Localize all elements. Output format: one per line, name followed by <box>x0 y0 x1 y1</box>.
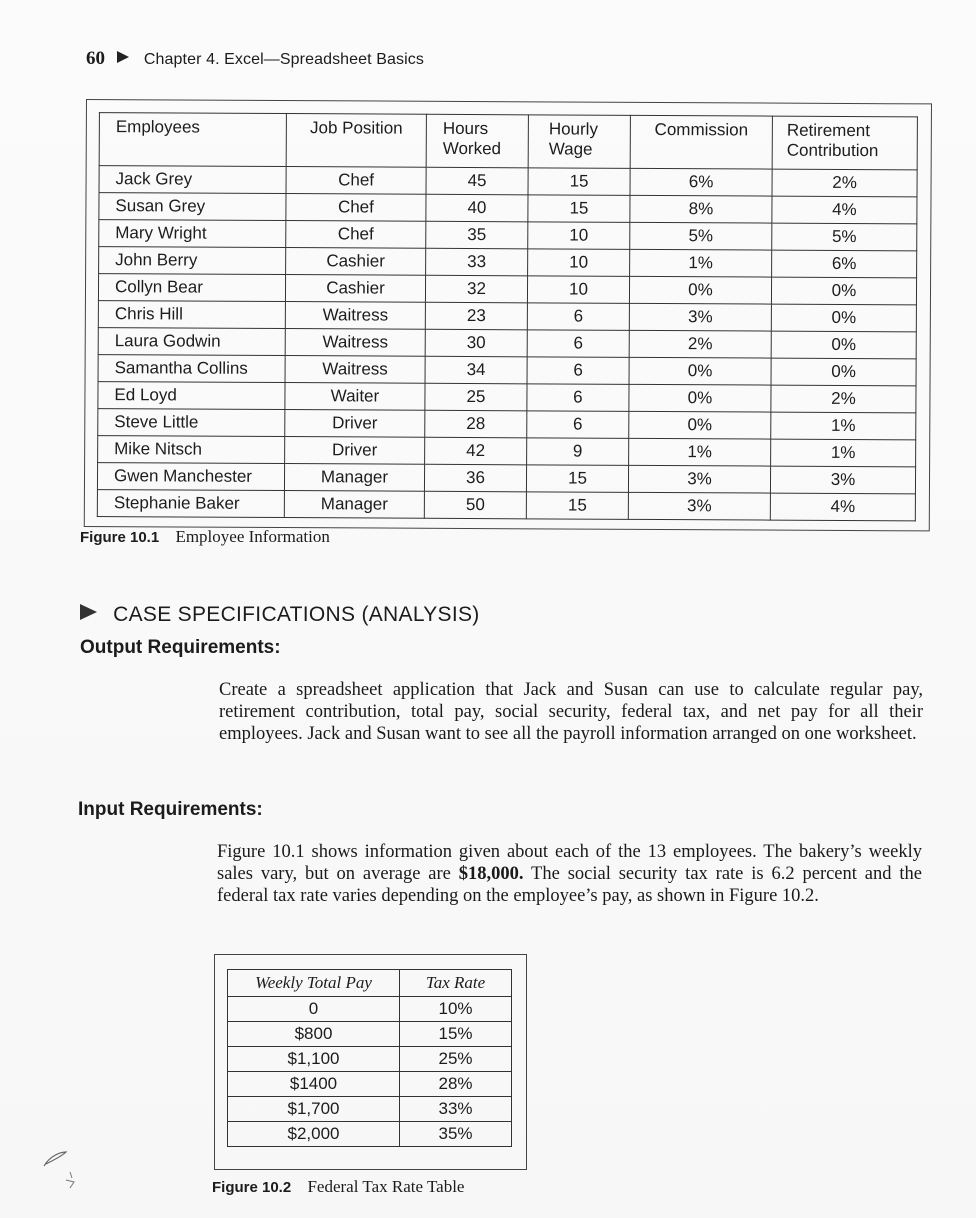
cell-employee: Steve Little <box>98 409 285 437</box>
cell-job-position: Cashier <box>286 248 426 276</box>
col-header-hours-worked: Hours Worked <box>426 114 528 168</box>
cell-tax-rate: 10% <box>400 997 512 1022</box>
cell-hours-worked: 33 <box>426 248 528 276</box>
figure-10-1-caption <box>80 527 330 547</box>
col-header-job-position: Job Position <box>286 114 426 168</box>
figure-label: Figure 10.1 <box>80 529 160 546</box>
cell-commission: 2% <box>629 330 771 358</box>
col-header-tax-rate: Tax Rate <box>400 970 512 997</box>
table-row <box>98 436 916 467</box>
cell-retirement: 5% <box>772 223 917 251</box>
pencil-mark-icon <box>40 1146 80 1192</box>
table-header-row <box>228 970 512 997</box>
cell-employee: Mary Wright <box>99 220 286 248</box>
cell-hourly-wage: 15 <box>528 168 630 196</box>
cell-commission: 3% <box>628 465 770 493</box>
cell-employee: Mike Nitsch <box>98 436 285 464</box>
cell-retirement: 3% <box>770 466 915 494</box>
input-text-b: The social security tax rate is 6.2 percent and the federal tax rate varies depending on the employee’s pay, as shown in Figure 10.2. <box>217 864 922 906</box>
cell-employee: Susan Grey <box>99 193 286 221</box>
input-requirements-paragraph <box>217 841 922 907</box>
cell-retirement: 0% <box>771 358 916 386</box>
cell-job-position: Waitress <box>285 302 425 330</box>
cell-retirement: 2% <box>771 385 916 413</box>
cell-hours-worked: 42 <box>425 437 527 465</box>
triangle-bullet-icon <box>117 51 129 63</box>
cell-commission: 1% <box>629 438 771 466</box>
cell-weekly-total-pay: $1400 <box>228 1072 400 1097</box>
cell-job-position: Chef <box>286 194 426 222</box>
cell-hours-worked: 34 <box>425 356 527 384</box>
cell-weekly-total-pay: $2,000 <box>228 1122 400 1147</box>
cell-commission: 5% <box>630 222 772 250</box>
cell-weekly-total-pay: $1,700 <box>228 1097 400 1122</box>
cell-hourly-wage: 10 <box>528 222 630 250</box>
cell-job-position: Driver <box>285 410 425 438</box>
input-requirements-heading: Input Requirements: <box>78 799 263 820</box>
col-header-employees: Employees <box>99 113 286 167</box>
section-heading-text: CASE SPECIFICATIONS (ANALYSIS) <box>113 603 480 626</box>
cell-commission: 0% <box>629 411 771 439</box>
cell-retirement: 1% <box>771 412 916 440</box>
cell-retirement: 6% <box>772 250 917 278</box>
section-heading <box>80 603 480 627</box>
cell-hourly-wage: 15 <box>526 492 628 520</box>
col-header-weekly-total-pay: Weekly Total Pay <box>228 970 400 997</box>
cell-hourly-wage: 9 <box>527 438 629 466</box>
cell-hourly-wage: 6 <box>527 384 629 412</box>
cell-employee: Laura Godwin <box>98 328 285 356</box>
cell-hourly-wage: 10 <box>527 276 629 304</box>
cell-hours-worked: 45 <box>426 167 528 195</box>
cell-employee: Samantha Collins <box>98 355 285 383</box>
cell-retirement: 0% <box>771 304 916 332</box>
table-row <box>228 997 512 1022</box>
figure-10-2-caption <box>212 1177 464 1197</box>
figure-title: Employee Information <box>175 527 330 546</box>
cell-job-position: Waitress <box>285 329 425 357</box>
output-requirements-paragraph: Create a spreadsheet application that Jack and Susan can use to calculate regular pay, retirement contribution, total pay, social security, federal tax, and net pay for all their employees. Jack and Susan want to see all the payroll information arranged on one worksheet. <box>219 680 923 744</box>
cell-retirement: 0% <box>771 277 916 305</box>
cell-commission: 3% <box>629 303 771 331</box>
cell-tax-rate: 25% <box>400 1047 512 1072</box>
cell-job-position: Waiter <box>285 383 425 411</box>
cell-tax-rate: 35% <box>400 1122 512 1147</box>
output-requirements-heading: Output Requirements: <box>80 637 281 658</box>
cell-hours-worked: 40 <box>426 194 528 222</box>
cell-employee: Ed Loyd <box>98 382 285 410</box>
cell-hours-worked: 50 <box>424 491 526 519</box>
table-row <box>98 274 916 305</box>
col-header-retirement: Retirement Contribution <box>772 116 917 170</box>
cell-weekly-total-pay: $1,100 <box>228 1047 400 1072</box>
table-row <box>228 1072 512 1097</box>
cell-employee: Gwen Manchester <box>97 463 284 491</box>
cell-employee: Jack Grey <box>99 166 286 194</box>
table-row <box>228 1047 512 1072</box>
cell-hourly-wage: 15 <box>526 465 628 493</box>
cell-job-position: Manager <box>284 464 424 492</box>
cell-hours-worked: 28 <box>425 410 527 438</box>
cell-job-position: Manager <box>284 491 424 519</box>
tax-rate-table <box>227 969 512 1147</box>
chapter-title: Chapter 4. Excel—Spreadsheet Basics <box>143 51 424 68</box>
figure-10-2-frame <box>214 954 527 1170</box>
table-row <box>98 301 916 332</box>
cell-hourly-wage: 10 <box>528 249 630 277</box>
cell-hours-worked: 35 <box>426 221 528 249</box>
table-row <box>99 166 917 197</box>
cell-weekly-total-pay: 0 <box>228 997 400 1022</box>
cell-commission: 0% <box>629 384 771 412</box>
table-row <box>228 1022 512 1047</box>
cell-tax-rate: 15% <box>400 1022 512 1047</box>
col-header-commission: Commission <box>630 115 772 169</box>
cell-retirement: 4% <box>770 493 915 521</box>
figure-label: Figure 10.2 <box>212 1179 292 1196</box>
cell-hourly-wage: 6 <box>527 303 629 331</box>
cell-commission: 1% <box>630 249 772 277</box>
figure-10-1-frame <box>84 99 932 531</box>
cell-retirement: 2% <box>772 169 917 197</box>
table-row <box>98 382 916 413</box>
table-row <box>97 463 915 494</box>
cell-job-position: Chef <box>286 167 426 195</box>
cell-hourly-wage: 6 <box>527 357 629 385</box>
table-row <box>98 409 916 440</box>
cell-hours-worked: 32 <box>425 275 527 303</box>
cell-job-position: Cashier <box>285 275 425 303</box>
cell-hourly-wage: 15 <box>528 195 630 223</box>
cell-hours-worked: 25 <box>425 383 527 411</box>
cell-hours-worked: 23 <box>425 302 527 330</box>
table-row <box>98 328 916 359</box>
employee-table <box>97 112 918 521</box>
table-row <box>99 247 917 278</box>
col-header-hourly-wage: Hourly Wage <box>528 115 630 169</box>
cell-tax-rate: 33% <box>400 1097 512 1122</box>
input-text-a: Figure 10.1 shows information given about each of the 13 employees. The bakery’s weekly sales vary, but on average are <box>217 842 922 884</box>
page-number: 60 <box>86 48 105 69</box>
cell-job-position: Driver <box>285 437 425 465</box>
table-row <box>228 1122 512 1147</box>
table-row <box>99 220 917 251</box>
table-row <box>98 355 916 386</box>
cell-commission: 0% <box>629 357 771 385</box>
cell-hours-worked: 30 <box>425 329 527 357</box>
cell-commission: 0% <box>629 276 771 304</box>
running-header <box>86 48 424 70</box>
cell-retirement: 1% <box>771 439 916 467</box>
cell-employee: Collyn Bear <box>98 274 285 302</box>
figure-title: Federal Tax Rate Table <box>307 1177 465 1196</box>
cell-hourly-wage: 6 <box>527 411 629 439</box>
table-row <box>99 193 917 224</box>
cell-hourly-wage: 6 <box>527 330 629 358</box>
cell-tax-rate: 28% <box>400 1072 512 1097</box>
cell-employee: Chris Hill <box>98 301 285 329</box>
cell-commission: 8% <box>630 195 772 223</box>
cell-job-position: Waitress <box>285 356 425 384</box>
table-row <box>97 490 915 521</box>
cell-commission: 3% <box>628 492 770 520</box>
cell-retirement: 4% <box>772 196 917 224</box>
triangle-bullet-icon <box>80 604 97 620</box>
weekly-sales-amount: $18,000. <box>458 864 524 884</box>
table-header-row <box>99 113 917 170</box>
cell-employee: John Berry <box>99 247 286 275</box>
cell-retirement: 0% <box>771 331 916 359</box>
cell-job-position: Chef <box>286 221 426 249</box>
cell-hours-worked: 36 <box>424 464 526 492</box>
cell-employee: Stephanie Baker <box>97 490 284 518</box>
table-row <box>228 1097 512 1122</box>
cell-commission: 6% <box>630 168 772 196</box>
cell-weekly-total-pay: $800 <box>228 1022 400 1047</box>
